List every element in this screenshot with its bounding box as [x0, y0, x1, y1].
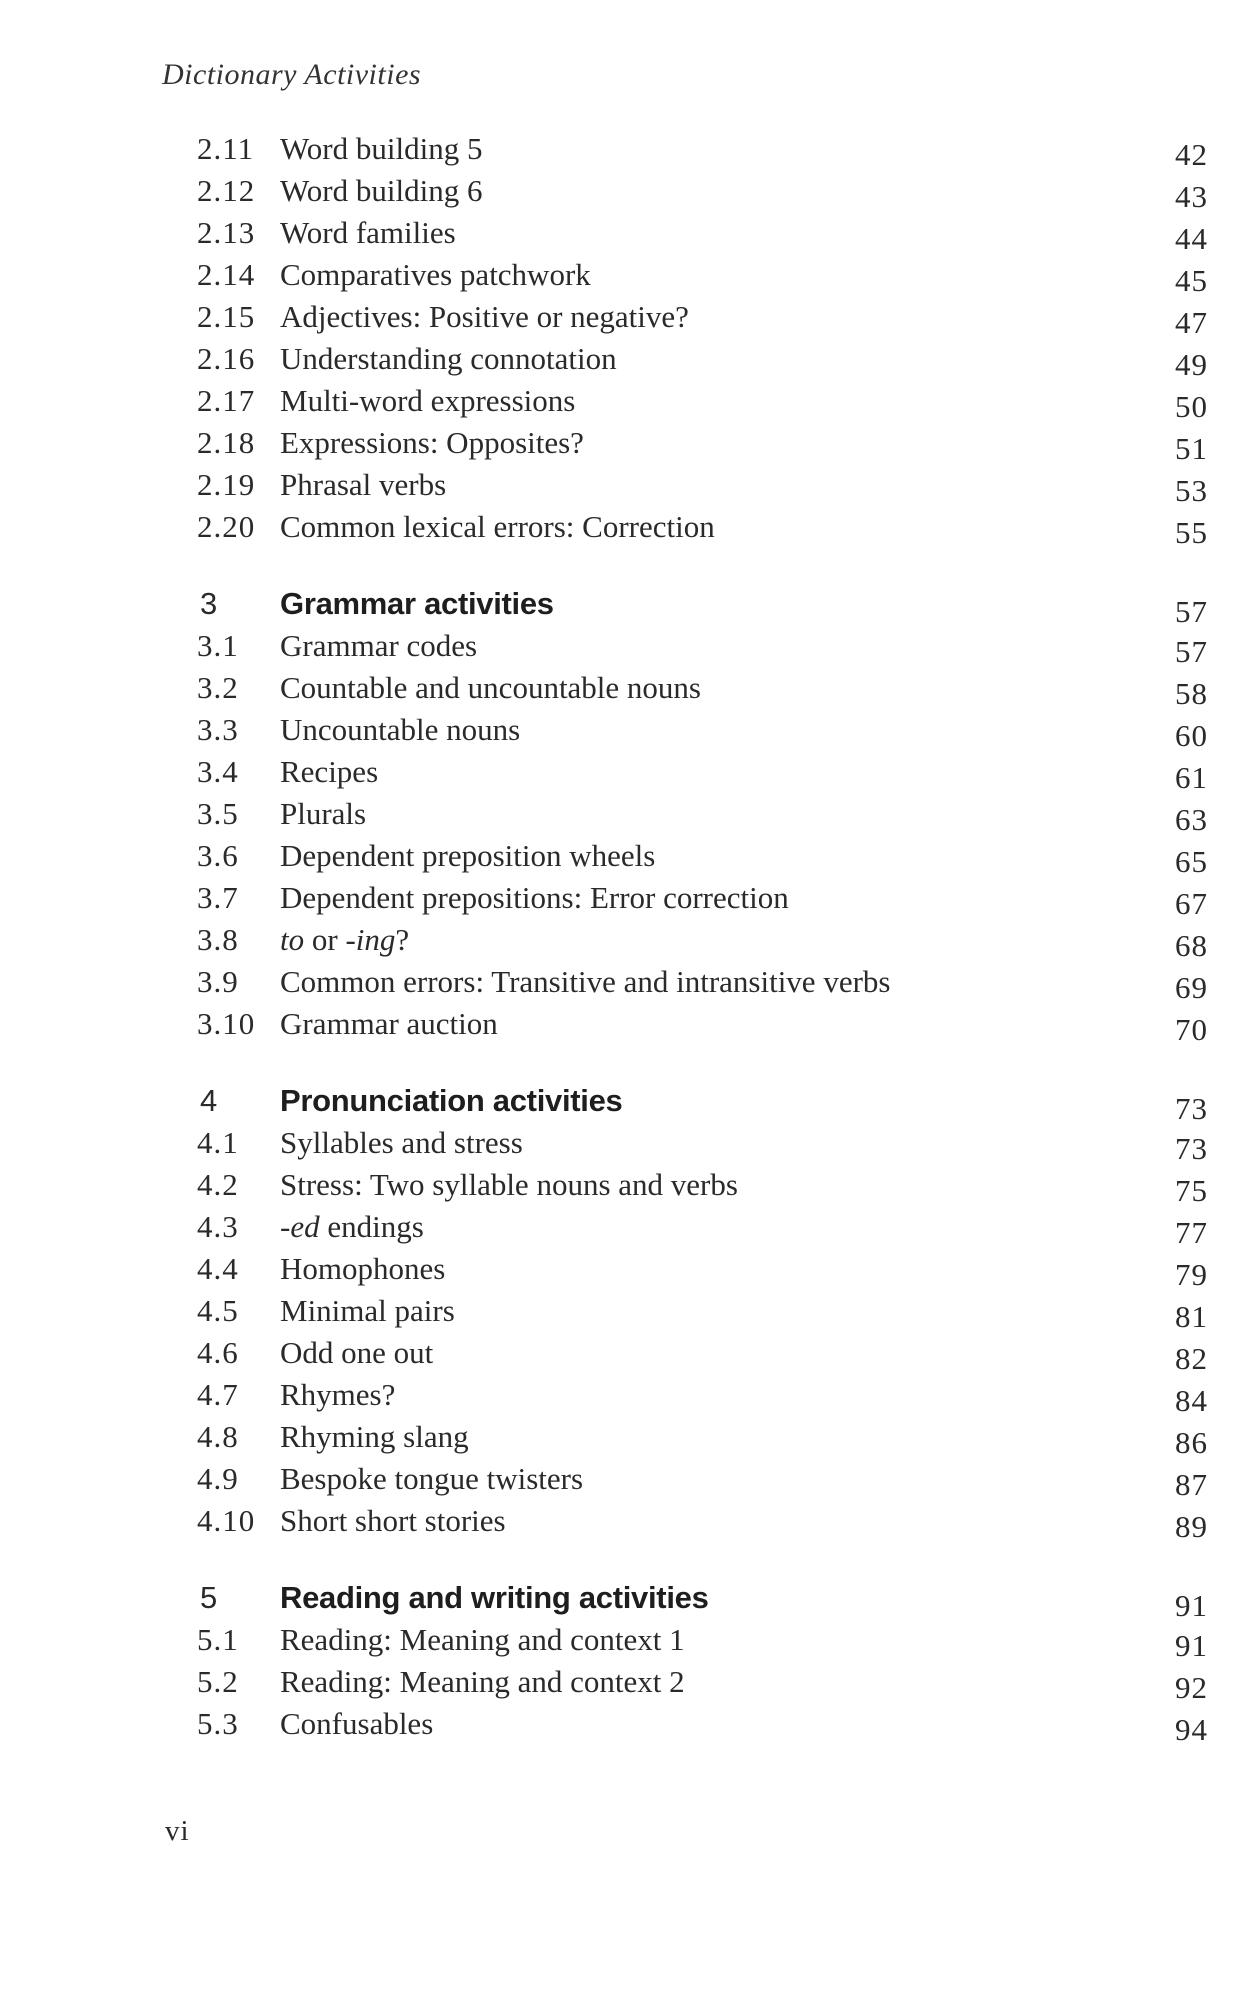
entry-page-number: 55	[1175, 515, 1208, 550]
chapter-heading	[0, 1080, 1242, 1126]
entry-number: 2.11	[197, 131, 255, 166]
toc-entry	[0, 254, 1242, 296]
chapter-page-number: 91	[1175, 1588, 1208, 1623]
toc-entry	[0, 212, 1242, 254]
entry-page-number: 70	[1175, 1012, 1208, 1047]
toc-entry	[0, 961, 1242, 1003]
entry-number: 4.6	[197, 1335, 239, 1370]
entry-title-part: endings	[319, 1209, 424, 1244]
toc-entry	[0, 835, 1242, 877]
entry-title: Common lexical errors: Correction	[280, 509, 715, 544]
toc-entry	[0, 1703, 1242, 1745]
entry-page-number: 84	[1175, 1383, 1208, 1418]
toc-entry	[0, 667, 1242, 709]
toc-entry	[0, 170, 1242, 212]
toc-entry	[0, 1332, 1242, 1374]
entry-number: 3.9	[197, 964, 239, 999]
chapter-title: Reading and writing activities	[280, 1580, 709, 1615]
entry-page-number: 89	[1175, 1509, 1208, 1544]
entry-title: Homophones	[280, 1251, 446, 1286]
toc-entry	[0, 1458, 1242, 1500]
entry-page-number: 47	[1175, 305, 1208, 340]
entry-title	[280, 1206, 424, 1248]
toc-section	[0, 1080, 1242, 1542]
entry-page-number: 73	[1175, 1131, 1208, 1166]
toc-entry	[0, 338, 1242, 380]
entry-title: Multi-word expressions	[280, 383, 576, 418]
entry-title: Rhymes?	[280, 1377, 396, 1412]
toc-entry	[0, 751, 1242, 793]
entry-number: 2.18	[197, 425, 256, 460]
entry-number: 5.3	[197, 1706, 239, 1741]
entry-title-part: -ing	[345, 922, 396, 957]
toc-entry	[0, 625, 1242, 667]
toc-section	[0, 128, 1242, 548]
entry-page-number: 94	[1175, 1712, 1208, 1747]
chapter-page-number: 73	[1175, 1091, 1208, 1126]
page-folio: vi	[165, 1815, 190, 1847]
entry-title-part: or	[304, 922, 346, 957]
entry-number: 3.2	[197, 670, 239, 705]
toc-entry	[0, 296, 1242, 338]
chapter-title: Grammar activities	[280, 586, 554, 621]
entry-number: 4.8	[197, 1419, 239, 1454]
entry-page-number: 61	[1175, 760, 1208, 795]
entry-page-number: 67	[1175, 886, 1208, 921]
toc-entry	[0, 793, 1242, 835]
chapter-heading	[0, 1577, 1242, 1623]
entry-number: 4.1	[197, 1125, 239, 1160]
entry-title: Dependent prepositions: Error correction	[280, 880, 789, 915]
entry-page-number: 68	[1175, 928, 1208, 963]
entry-title: Grammar codes	[280, 628, 478, 663]
entry-number: 2.15	[197, 299, 256, 334]
entry-title: Bespoke tongue twisters	[280, 1461, 584, 1496]
entry-page-number: 50	[1175, 389, 1208, 424]
entry-number: 4.10	[197, 1503, 256, 1538]
entry-page-number: 53	[1175, 473, 1208, 508]
entry-number: 4.7	[197, 1377, 239, 1412]
entry-number: 3.8	[197, 922, 239, 957]
entry-number: 4.4	[197, 1251, 239, 1286]
entry-title: Odd one out	[280, 1335, 434, 1370]
entry-number: 3.7	[197, 880, 239, 915]
entry-number: 3.6	[197, 838, 239, 873]
entry-title: Word families	[280, 215, 456, 250]
entry-number: 3.3	[197, 712, 239, 747]
entry-title: Adjectives: Positive or negative?	[280, 299, 689, 334]
entry-title: Understanding connotation	[280, 341, 617, 376]
running-head: Dictionary Activities	[162, 58, 422, 91]
entry-number: 2.16	[197, 341, 256, 376]
entry-number: 3.5	[197, 796, 239, 831]
toc-entry	[0, 1206, 1242, 1248]
entry-title: Uncountable nouns	[280, 712, 521, 747]
entry-page-number: 63	[1175, 802, 1208, 837]
toc-section	[0, 1577, 1242, 1745]
entry-number: 2.19	[197, 467, 256, 502]
entry-title: Word building 6	[280, 173, 483, 208]
entry-page-number: 87	[1175, 1467, 1208, 1502]
chapter-number: 4	[200, 1083, 219, 1118]
entry-title: Grammar auction	[280, 1006, 498, 1041]
entry-page-number: 82	[1175, 1341, 1208, 1376]
toc-entry	[0, 1619, 1242, 1661]
entry-title	[280, 919, 409, 961]
entry-page-number: 45	[1175, 263, 1208, 298]
entry-page-number: 86	[1175, 1425, 1208, 1460]
entry-number: 4.5	[197, 1293, 239, 1328]
toc-entry	[0, 1122, 1242, 1164]
entry-number: 4.9	[197, 1461, 239, 1496]
entry-page-number: 65	[1175, 844, 1208, 879]
chapter-heading	[0, 583, 1242, 629]
entry-page-number: 69	[1175, 970, 1208, 1005]
entry-title: Confusables	[280, 1706, 434, 1741]
entry-number: 2.12	[197, 173, 256, 208]
entry-number: 2.20	[197, 509, 256, 544]
entry-title-part: to	[280, 922, 305, 957]
toc-entry	[0, 422, 1242, 464]
toc-entry	[0, 1248, 1242, 1290]
toc-entry	[0, 506, 1242, 548]
entry-number: 2.14	[197, 257, 256, 292]
entry-title: Common errors: Transitive and intransitive verbs	[280, 964, 891, 999]
entry-title: Phrasal verbs	[280, 467, 447, 502]
toc-entry	[0, 1290, 1242, 1332]
entry-page-number: 57	[1175, 634, 1208, 669]
entry-page-number: 81	[1175, 1299, 1208, 1334]
toc-entry	[0, 1661, 1242, 1703]
entry-page-number: 79	[1175, 1257, 1208, 1292]
entry-page-number: 58	[1175, 676, 1208, 711]
entry-title: Plurals	[280, 796, 367, 831]
entry-title: Rhyming slang	[280, 1419, 469, 1454]
toc-entry	[0, 464, 1242, 506]
entry-title: Recipes	[280, 754, 379, 789]
entry-page-number: 42	[1175, 137, 1208, 172]
toc-entry	[0, 1416, 1242, 1458]
entry-title: Short short stories	[280, 1503, 506, 1538]
toc-entry	[0, 1500, 1242, 1542]
entry-number: 4.3	[197, 1209, 239, 1244]
entry-number: 3.1	[197, 628, 239, 663]
entry-title: Dependent preposition wheels	[280, 838, 656, 873]
table-of-contents	[0, 128, 1242, 1780]
entry-page-number: 49	[1175, 347, 1208, 382]
toc-entry	[0, 709, 1242, 751]
entry-number: 2.13	[197, 215, 256, 250]
entry-title: Reading: Meaning and context 1	[280, 1622, 685, 1657]
toc-entry	[0, 877, 1242, 919]
entry-title-part: -ed	[280, 1209, 320, 1244]
toc-entry	[0, 1164, 1242, 1206]
toc-entry	[0, 1003, 1242, 1045]
entry-page-number: 44	[1175, 221, 1208, 256]
entry-title: Syllables and stress	[280, 1125, 523, 1160]
chapter-number: 3	[200, 586, 219, 621]
entry-number: 3.4	[197, 754, 239, 789]
entry-page-number: 51	[1175, 431, 1208, 466]
entry-page-number: 91	[1175, 1628, 1208, 1663]
toc-entry	[0, 128, 1242, 170]
entry-title: Countable and uncountable nouns	[280, 670, 701, 705]
toc-entry	[0, 380, 1242, 422]
entry-page-number: 75	[1175, 1173, 1208, 1208]
entry-title: Minimal pairs	[280, 1293, 455, 1328]
entry-number: 5.1	[197, 1622, 239, 1657]
toc-section	[0, 583, 1242, 1045]
toc-entry	[0, 919, 1242, 961]
chapter-page-number: 57	[1175, 594, 1208, 629]
entry-number: 3.10	[197, 1006, 256, 1041]
entry-title-part: ?	[395, 922, 410, 957]
entry-title: Expressions: Opposites?	[280, 425, 584, 460]
entry-page-number: 92	[1175, 1670, 1208, 1705]
entry-title: Reading: Meaning and context 2	[280, 1664, 685, 1699]
entry-page-number: 43	[1175, 179, 1208, 214]
entry-title: Comparatives patchwork	[280, 257, 591, 292]
entry-page-number: 77	[1175, 1215, 1208, 1250]
entry-title: Stress: Two syllable nouns and verbs	[280, 1167, 738, 1202]
entry-number: 5.2	[197, 1664, 239, 1699]
entry-title: Word building 5	[280, 131, 483, 166]
entry-page-number: 60	[1175, 718, 1208, 753]
entry-number: 4.2	[197, 1167, 239, 1202]
chapter-title: Pronunciation activities	[280, 1083, 623, 1118]
toc-entry	[0, 1374, 1242, 1416]
chapter-number: 5	[200, 1580, 219, 1615]
entry-number: 2.17	[197, 383, 256, 418]
